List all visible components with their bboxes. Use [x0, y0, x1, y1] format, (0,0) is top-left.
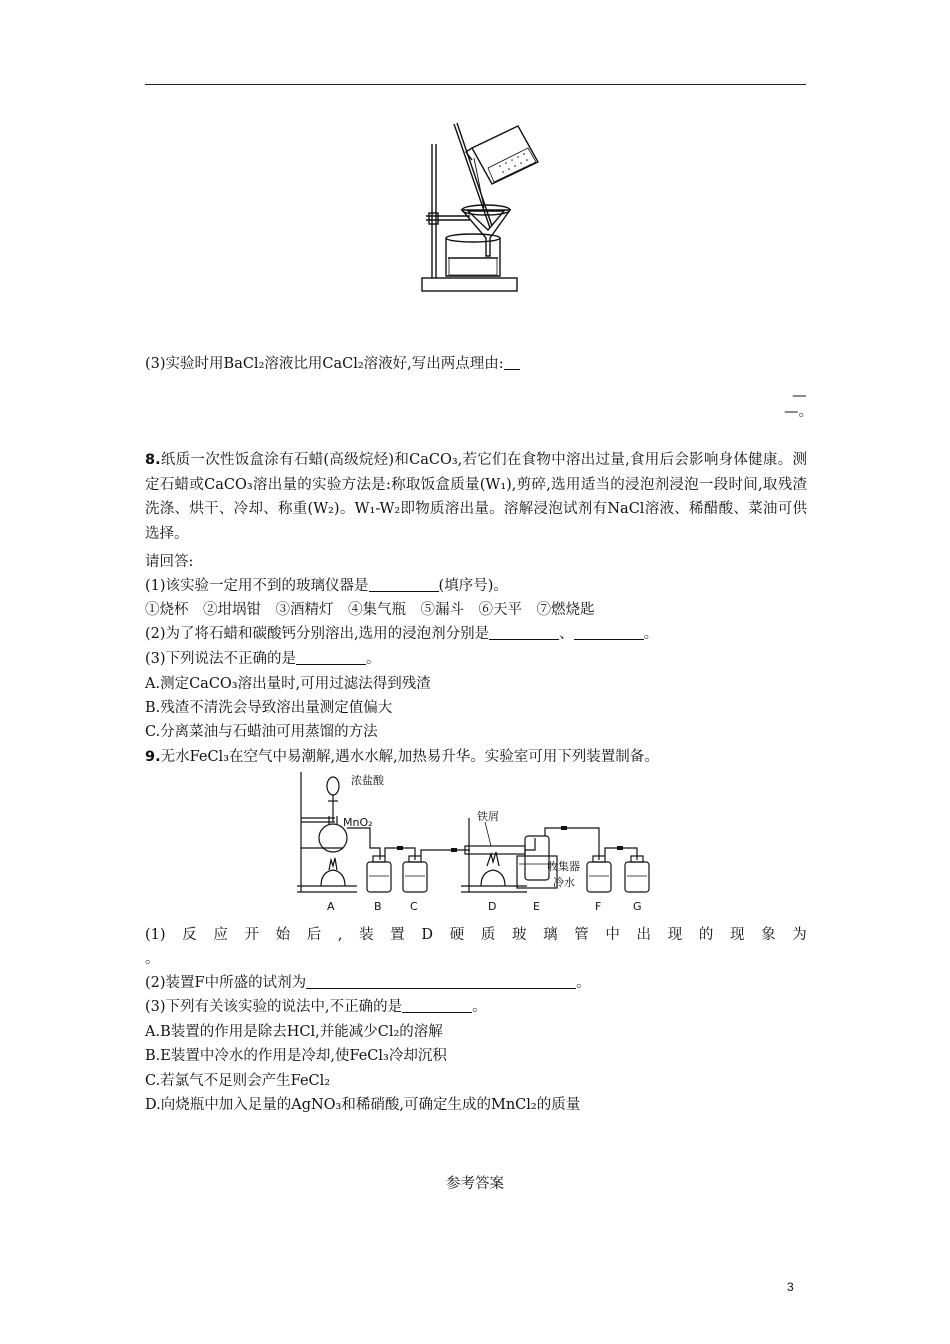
q9-part1-word: 出 — [636, 927, 652, 943]
q9-part1-word: 反 — [182, 927, 197, 943]
q9-part3-blank[interactable] — [402, 998, 472, 1013]
q7-answer-blank[interactable] — [504, 355, 520, 370]
label-collector: 收集器 — [547, 860, 580, 873]
q9-stem-text: 无水FeCl₃在空气中易潮解,遇水水解,加热易升华。实验室可用下列装置制备。 — [160, 749, 659, 765]
q8-choice-b: B.残渣不清洗会导致溶出量测定值偏大 — [145, 700, 393, 716]
q9-part1 — [145, 925, 807, 945]
q9-part1-word: 质 — [480, 927, 496, 943]
q9-part1-word: 的 — [698, 927, 714, 943]
q8-part2-blank-1[interactable] — [489, 625, 559, 640]
q8-stem — [145, 448, 807, 546]
q8-stem-text: 纸质一次性饭盒涂有石蜡(高级烷烃)和CaCO₃,若它们在食物中溶出过量,食用后会影响身体健康。测定石蜡或CaCO₃溶出量的实验方法是:称取饭盒质量(W₁),剪碎,选用适当的浸泡剂浸泡一段时间,取残渣洗涤、烘干、冷却、称重(W₂)。W₁-W₂即物质溶出量。溶解浸泡试剂有NaCl溶液、稀醋酸、菜油可供选择。 — [145, 452, 807, 542]
q9-part1-word: 应 — [213, 927, 228, 943]
q8-part1 — [145, 576, 508, 596]
q7-blank-mark-2: — — [784, 404, 799, 420]
q9-part3 — [145, 997, 487, 1017]
q9-part1-word: , — [337, 927, 343, 943]
q9-part1-word: 后 — [306, 927, 322, 943]
q8-part3-period: 。 — [366, 651, 381, 667]
q9-part1-word: 硬 — [449, 927, 465, 943]
q8-choice-a: A.测定CaCO₃溶出量时,可用过滤法得到残渣 — [145, 676, 431, 692]
label-conc-hcl: 浓盐酸 — [351, 774, 384, 787]
q9-part1-word: 开 — [244, 927, 259, 943]
q8-part1-blank[interactable] — [369, 577, 439, 592]
q9-choice-d: D.向烧瓶中加入足量的AgNO₃和稀硝酸,可确定生成的MnCl₂的质量 — [145, 1097, 581, 1113]
q9-part2-blank[interactable] — [306, 974, 576, 989]
q9-part1-word: (1) — [145, 927, 166, 943]
q9-part1-word: 管 — [574, 927, 589, 943]
label-b: B — [374, 900, 382, 913]
q7-period: 。 — [798, 404, 813, 420]
q9-part3-end: 。 — [472, 999, 487, 1015]
q8-number: 8. — [145, 452, 161, 468]
q7-blank-mark-1: — — [792, 388, 807, 404]
q9-stem — [145, 747, 659, 767]
q8-part1-text: (1)该实验一定用不到的玻璃仪器是 — [145, 578, 369, 594]
q9-part1-word: 中 — [605, 927, 620, 943]
label-e: E — [533, 900, 540, 913]
q8-part2-text: (2)为了将石蜡和碳酸钙分别溶出,选用的浸泡剂分别是 — [145, 626, 490, 642]
q8-part1-tail: (填序号)。 — [438, 578, 508, 594]
label-mno2: MnO₂ — [343, 816, 373, 829]
q8-part3 — [145, 649, 381, 669]
q8-prompt: 请回答: — [145, 554, 194, 570]
answers-title: 参考答案 — [446, 1176, 504, 1192]
q7-blank-end — [784, 402, 813, 422]
q9-part1-word: 象 — [761, 927, 776, 943]
q8-part2-period: 。 — [643, 626, 659, 642]
q9-part1-word: D — [421, 927, 434, 943]
q8-part3-blank[interactable] — [296, 650, 366, 665]
q9-part1-word: 现 — [729, 927, 745, 943]
page-number: 3 — [787, 1280, 794, 1294]
q9-part2-text: (2)装置F中所盛的试剂为 — [145, 975, 307, 991]
q9-choice-c: C.若氯气不足则会产生FeCl₂ — [145, 1073, 331, 1089]
q9-part1-word: 玻 — [511, 927, 527, 943]
q9-number: 9. — [145, 749, 161, 765]
q9-part1-word: 璃 — [543, 927, 558, 943]
label-a: A — [327, 900, 335, 913]
q9-part2 — [145, 973, 591, 993]
q7-part3 — [145, 354, 520, 374]
q8-part2 — [145, 624, 658, 644]
q9-choice-a: A.B装置的作用是除去HCl,并能减少Cl₂的溶解 — [145, 1024, 443, 1040]
label-d: D — [488, 900, 497, 913]
filtration-apparatus-figure — [410, 118, 570, 302]
q8-part2-sep: 、 — [559, 626, 574, 642]
label-c: C — [410, 900, 418, 913]
label-iron-filings: 铁屑 — [477, 810, 499, 823]
q9-choice-b: B.E装置中冷水的作用是冷却,使FeCl₃冷却沉积 — [145, 1048, 447, 1064]
q9-part1-word: 装 — [359, 927, 374, 943]
q9-part2-end: 。 — [576, 975, 591, 991]
q9-part1-word: 为 — [792, 927, 807, 943]
fecl3-apparatus-figure — [295, 768, 660, 916]
q8-options-line: ①烧杯 ②坩埚钳 ③酒精灯 ④集气瓶 ⑤漏斗 ⑥天平 ⑦燃烧匙 — [145, 602, 595, 618]
label-f: F — [595, 900, 602, 913]
label-cold-water: 冷水 — [553, 876, 575, 889]
q9-part3-text: (3)下列有关该实验的说法中,不正确的是 — [145, 999, 403, 1015]
q9-part1-word: 置 — [390, 927, 405, 943]
q8-choice-c: C.分离菜油与石蜡油可用蒸馏的方法 — [145, 724, 378, 740]
q9-part1-word: 始 — [275, 927, 291, 943]
q8-part2-blank-2[interactable] — [574, 625, 644, 640]
label-g: G — [633, 900, 642, 913]
q9-part1-word: 现 — [667, 927, 683, 943]
q8-part3-text: (3)下列说法不正确的是 — [145, 651, 297, 667]
q7-part3-text: (3)实验时用BaCl₂溶液比用CaCl₂溶液好,写出两点理由: — [145, 356, 504, 372]
header-rule — [145, 84, 806, 85]
q9-part1-end: 。 — [145, 951, 160, 967]
